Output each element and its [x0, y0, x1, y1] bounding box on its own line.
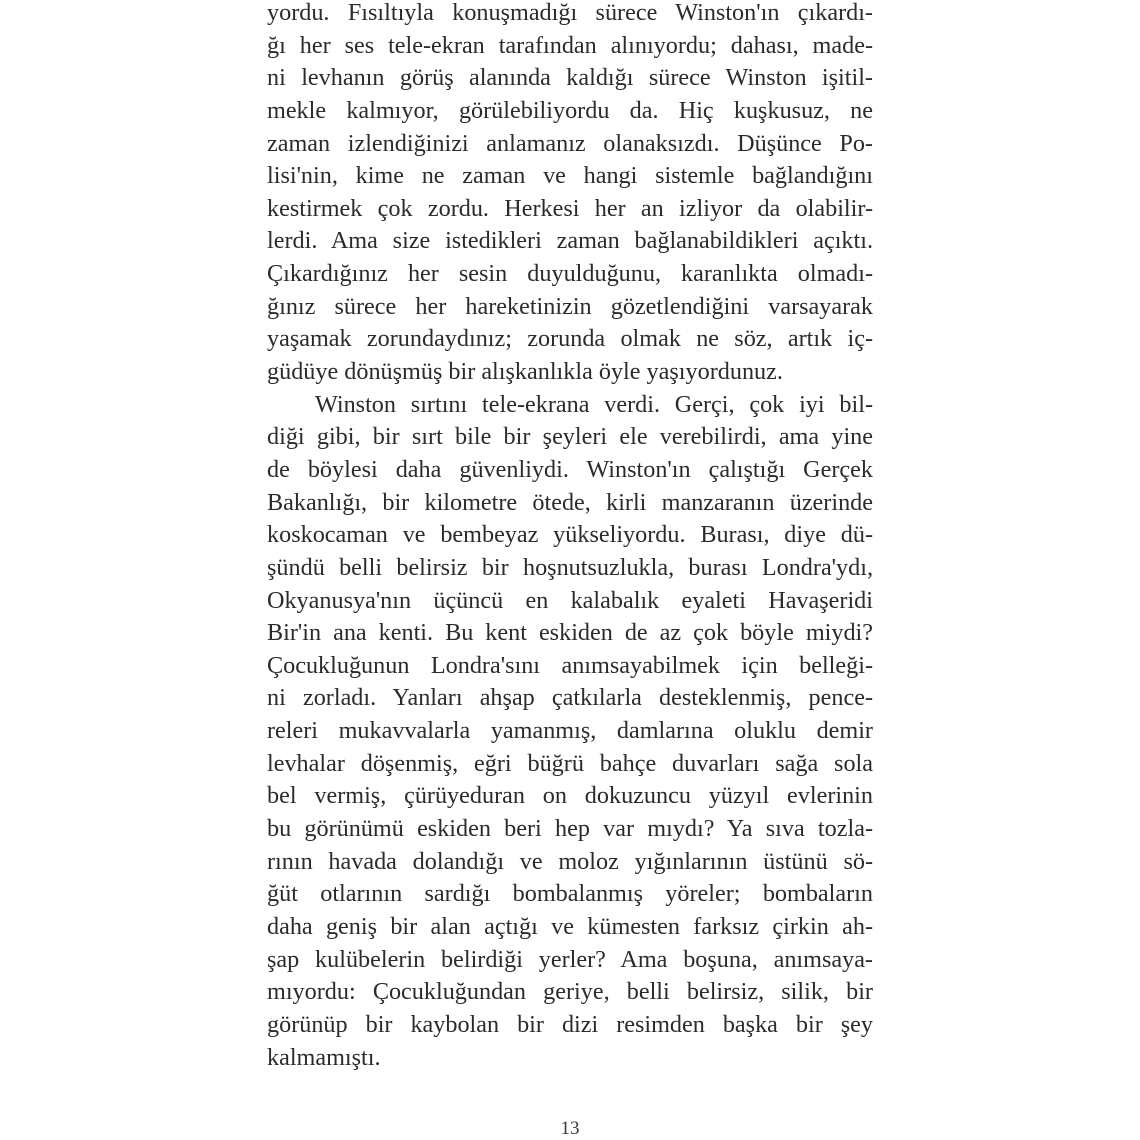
paragraph-1 [267, 0, 873, 389]
text-line: Bakanlığı, bir kilometre ötede, kirli manzaranın üzerinde [267, 488, 873, 516]
text-line: ni zorladı. Yanları ahşap çatkılarla desteklenmiş, pence- [267, 684, 873, 712]
text-line: diği gibi, bir sırt bile bir şeyleri ele verebilirdi, ama yine [267, 423, 873, 451]
text-line: levhalar döşenmiş, eğri büğrü bahçe duvarları sağa sola [267, 749, 873, 777]
text-line: Winston sırtını tele-ekrana verdi. Gerçi, çok iyi bil- [315, 390, 873, 418]
text-line: lerdi. Ama size istedikleri zaman bağlanabildikleri açıktı. [267, 227, 873, 255]
page-number: 13 [560, 1118, 580, 1139]
body-text [267, 0, 873, 1074]
text-line: ğüt otlarının sardığı bombalanmış yöreler; bombaların [267, 880, 873, 908]
text-line: mıyordu: Çocukluğundan geriye, belli belirsiz, silik, bir [267, 978, 873, 1006]
text-line: Bir'in ana kenti. Bu kent eskiden de az çok böyle miydi? [267, 619, 873, 647]
text-line: ğınız sürece her hareketinizin gözetlendiğini varsayarak [267, 292, 873, 320]
text-line: daha geniş bir alan açtığı ve kümesten farksız çirkin ah- [267, 912, 873, 940]
text-line: şündü belli belirsiz bir hoşnutsuzlukla, burası Londra'ydı, [267, 553, 873, 581]
text-line: kalmamıştı. [267, 1043, 381, 1071]
text-line: bel vermiş, çürüyeduran on dokuzuncu yüzyıl evlerinin [267, 782, 873, 810]
text-line: şap kulübelerin belirdiği yerler? Ama boşuna, anımsaya- [267, 945, 873, 973]
text-line: kestirmek çok zordu. Herkesi her an izliyor da olabilir- [267, 194, 873, 222]
text-line: yordu. Fısıltıyla konuşmadığı sürece Winston'ın çıkardı- [267, 0, 873, 26]
text-line: de böylesi daha güvenliydi. Winston'ın çalıştığı Gerçek [267, 455, 873, 483]
text-line: rının havada dolandığı ve moloz yığınlarının üstünü sö- [267, 847, 873, 875]
paragraph-2 [267, 389, 873, 1074]
text-line: zaman izlendiğinizi anlamanız olanaksızdı. Düşünce Po- [267, 129, 873, 157]
text-line: yaşamak zorundaydınız; zorunda olmak ne söz, artık iç- [267, 325, 873, 353]
text-line: bu görünümü eskiden beri hep var mıydı? Ya sıva tozla- [267, 815, 873, 843]
text-line: Çıkardığınız her sesin duyulduğunu, karanlıkta olmadı- [267, 260, 873, 288]
text-line: Okyanusya'nın üçüncü en kalabalık eyaleti Havaşeridi [267, 586, 873, 614]
text-line: releri mukavvalarla yamanmış, damlarına oluklu demir [267, 717, 873, 745]
text-line: lisi'nin, kime ne zaman ve hangi sistemle bağlandığını [267, 162, 873, 190]
text-line: koskocaman ve bembeyaz yükseliyordu. Burası, diye dü- [267, 521, 873, 549]
text-line: görünüp bir kaybolan bir dizi resimden başka bir şey [267, 1010, 873, 1038]
text-line: ğı her ses tele-ekran tarafından alınıyordu; dahası, made- [267, 31, 873, 59]
text-line: güdüye dönüşmüş bir alışkanlıkla öyle yaşıyordunuz. [267, 358, 783, 386]
text-line: mekle kalmıyor, görülebiliyordu da. Hiç kuşkusuz, ne [267, 96, 873, 124]
text-line: ni levhanın görüş alanında kaldığı sürece Winston işitil- [267, 64, 873, 92]
text-line: Çocukluğunun Londra'sını anımsayabilmek için belleği- [267, 651, 873, 679]
